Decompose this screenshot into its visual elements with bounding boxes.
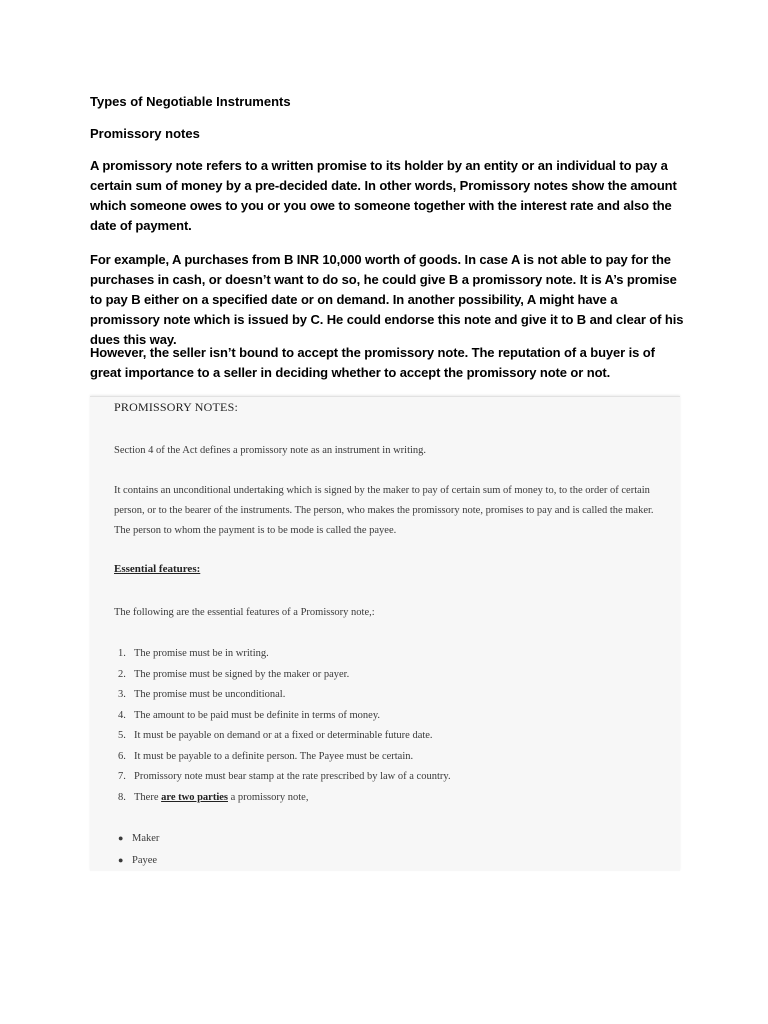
party-label: Maker	[132, 833, 160, 844]
list-item	[118, 665, 451, 686]
list-item	[118, 644, 451, 665]
list-text: It must be payable to a definite person. The Payee must be certain.	[134, 750, 414, 762]
section-4-line: Section 4 of the Act defines a promissory note as an instrument in writing.	[114, 445, 427, 456]
list-item	[118, 706, 451, 727]
underlined-phrase: are two parties	[161, 791, 228, 803]
list-text: The amount to be paid must be definite in terms of money.	[134, 709, 381, 721]
section-heading: Promissory notes	[90, 126, 200, 141]
list-number: 4.	[118, 709, 126, 721]
list-number: 2.	[118, 668, 126, 680]
list-text: Promissory note must bear stamp at the rate prescribed by law of a country.	[134, 771, 451, 782]
list-text: It must be payable on demand or at a fixed or determinable future date.	[134, 730, 433, 741]
features-list	[118, 644, 451, 808]
list-number: 6.	[118, 750, 126, 762]
party-label: Payee	[132, 854, 158, 866]
paragraph-definition	[90, 156, 688, 236]
list-item	[118, 726, 451, 747]
list-text: The promise must be unconditional.	[134, 689, 286, 700]
list-item	[118, 747, 451, 768]
paragraph-example	[90, 250, 688, 350]
list-number: 5.	[118, 730, 126, 741]
list-item	[118, 788, 451, 809]
definition-paragraph: It contains an unconditional undertaking which is signed by the maker to pay of certain sum of money to, to the order of certain person, or to the bearer of the instruments. The person, who makes the promissory note, promises to pay and is called the maker. The person to whom the payment is to be mode is called the payee.	[114, 485, 654, 536]
features-intro: The following are the essential features of a Promissory note,:	[114, 607, 375, 618]
list-item	[118, 685, 451, 706]
list-number: 1.	[118, 648, 126, 659]
paragraph-seller	[90, 343, 688, 383]
list-text-pre: There	[134, 791, 162, 803]
paragraph-text: However, the seller isn’t bound to accept the promissory note. The reputation of a buyer is of great importance to a seller in deciding whether to accept the promissory note or not.	[90, 345, 655, 380]
embedded-title: PROMISSORY NOTES:	[114, 400, 238, 414]
list-item	[118, 767, 451, 788]
embedded-document-image	[90, 396, 680, 871]
list-text: The promise must be signed by the maker or payer.	[134, 668, 350, 680]
list-number: 8.	[118, 791, 126, 803]
bullet-icon: ●	[118, 833, 124, 843]
paragraph-text: For example, A purchases from B INR 10,000 worth of goods. In case A is not able to pay for the purchases in cash, or doesn’t want to do so, he could give B a promissory note. It is A’s promise to pay B either on a specified date or on demand. In another possibility, A might have a promissory note which is issued by C. He could endorse this note and give it to B and clear of his dues this way.	[90, 252, 684, 347]
document-title: Types of Negotiable Instruments	[90, 94, 291, 109]
list-number: 3.	[118, 689, 126, 700]
list-number: 7.	[118, 771, 126, 782]
paragraph-text: A promissory note refers to a written promise to its holder by an entity or an individual to pay a certain sum of money by a pre-decided date. In other words, Promissory notes show the amount which someone owes to you or you owe to someone together with the interest rate and also the date of payment.	[90, 158, 677, 233]
list-text: The promise must be in writing.	[134, 648, 269, 659]
list-item	[118, 828, 159, 850]
list-text-post: a promissory note,	[227, 791, 309, 803]
list-item	[118, 850, 159, 872]
bullet-icon: ●	[118, 854, 124, 865]
features-heading: Essential features:	[114, 563, 201, 575]
parties-list	[118, 828, 159, 871]
